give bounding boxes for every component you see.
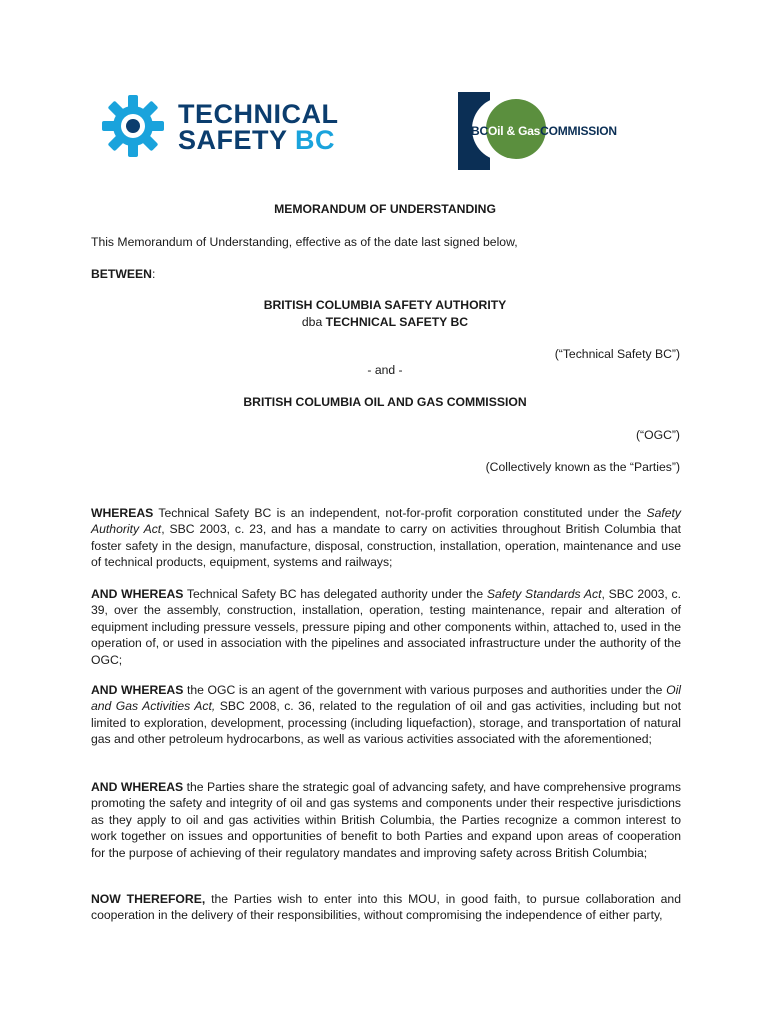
party1-dba: dba TECHNICAL SAFETY BC [301, 315, 469, 329]
technical-safety-bc-logo [98, 91, 343, 161]
party1-short-name: (“Technical Safety BC”) [554, 347, 680, 361]
ogc-bc-text: BC [471, 124, 488, 138]
party2-short-name: (“OGC”) [636, 428, 680, 442]
intro-text: This Memorandum of Understanding, effective as of the date last signed below, [91, 235, 518, 249]
between-label: BETWEEN: [91, 267, 156, 281]
recital-3: AND WHEREAS the OGC is an agent of the government with various purposes and authorities under the Oil and Gas Activities Act, SBC 2008, c. 36, related to the regulation of oil and gas activities, including but not limited to exploration, development, processing (including liquefaction), storage, and transportation of natural gas and other petroleum hydrocarbons, as well as various activities associated with the aforementioned; [91, 683, 681, 747]
now-therefore-clause: NOW THEREFORE, the Parties wish to enter into this MOU, in good faith, to pursue collaboration and cooperation in the delivery of their responsibilities, without compromising the independence of either party, [91, 892, 681, 923]
recital-2: AND WHEREAS Technical Safety BC has delegated authority under the Safety Standards Act, SBC 2003, c. 39, over the assembly, construction, installation, operation, testing maintenance, repair and alteration of equipment including pressure vessels, pressure piping and other components within, attached to, used in the operation of, or used in association with the pipelines and associated infrastructure under the authority of the OGC; [91, 587, 682, 667]
recital-1: WHEREAS Technical Safety BC is an independent, not-for-profit corporation constituted under the Safety Authority Act, SBC 2003, c. 23, and has a mandate to carry on activities throughout British Columbia that foster safety in the design, manufacture, disposal, construction, installation, operation, maintenance and use of technical products, equipment, systems and railways; [91, 506, 682, 570]
collective-name: (Collectively known as the “Parties”) [485, 460, 680, 474]
party1-name: BRITISH COLUMBIA SAFETY AUTHORITY [263, 298, 507, 312]
gear-icon [98, 91, 168, 161]
logo-line-bc: BC [295, 125, 336, 155]
party2-name: BRITISH COLUMBIA OIL AND GAS COMMISSION [243, 395, 527, 409]
and-separator: - and - [367, 363, 403, 377]
bc-oil-gas-commission-logo [456, 92, 656, 170]
ogc-commission-text: COMMISSION [540, 124, 617, 138]
document-title: MEMORANDUM OF UNDERSTANDING [274, 202, 496, 216]
recital-4: AND WHEREAS the Parties share the strategic goal of advancing safety, and have comprehensive programs promoting the safety and integrity of oil and gas systems and components under their respective jurisdictions as they apply to oil and gas activities within British Columbia, the Parties recognize a common interest to work together on issues and opportunities of benefit to both Parties and expand upon areas of cooperation for the purpose of achieving of their regulatory mandates and improving safety across British Columbia; [91, 780, 681, 860]
logo-line-safety: SAFETY [178, 125, 288, 155]
logo-line-technical: TECHNICAL [178, 99, 339, 129]
ogc-oil-gas-text: Oil & Gas [487, 124, 541, 138]
